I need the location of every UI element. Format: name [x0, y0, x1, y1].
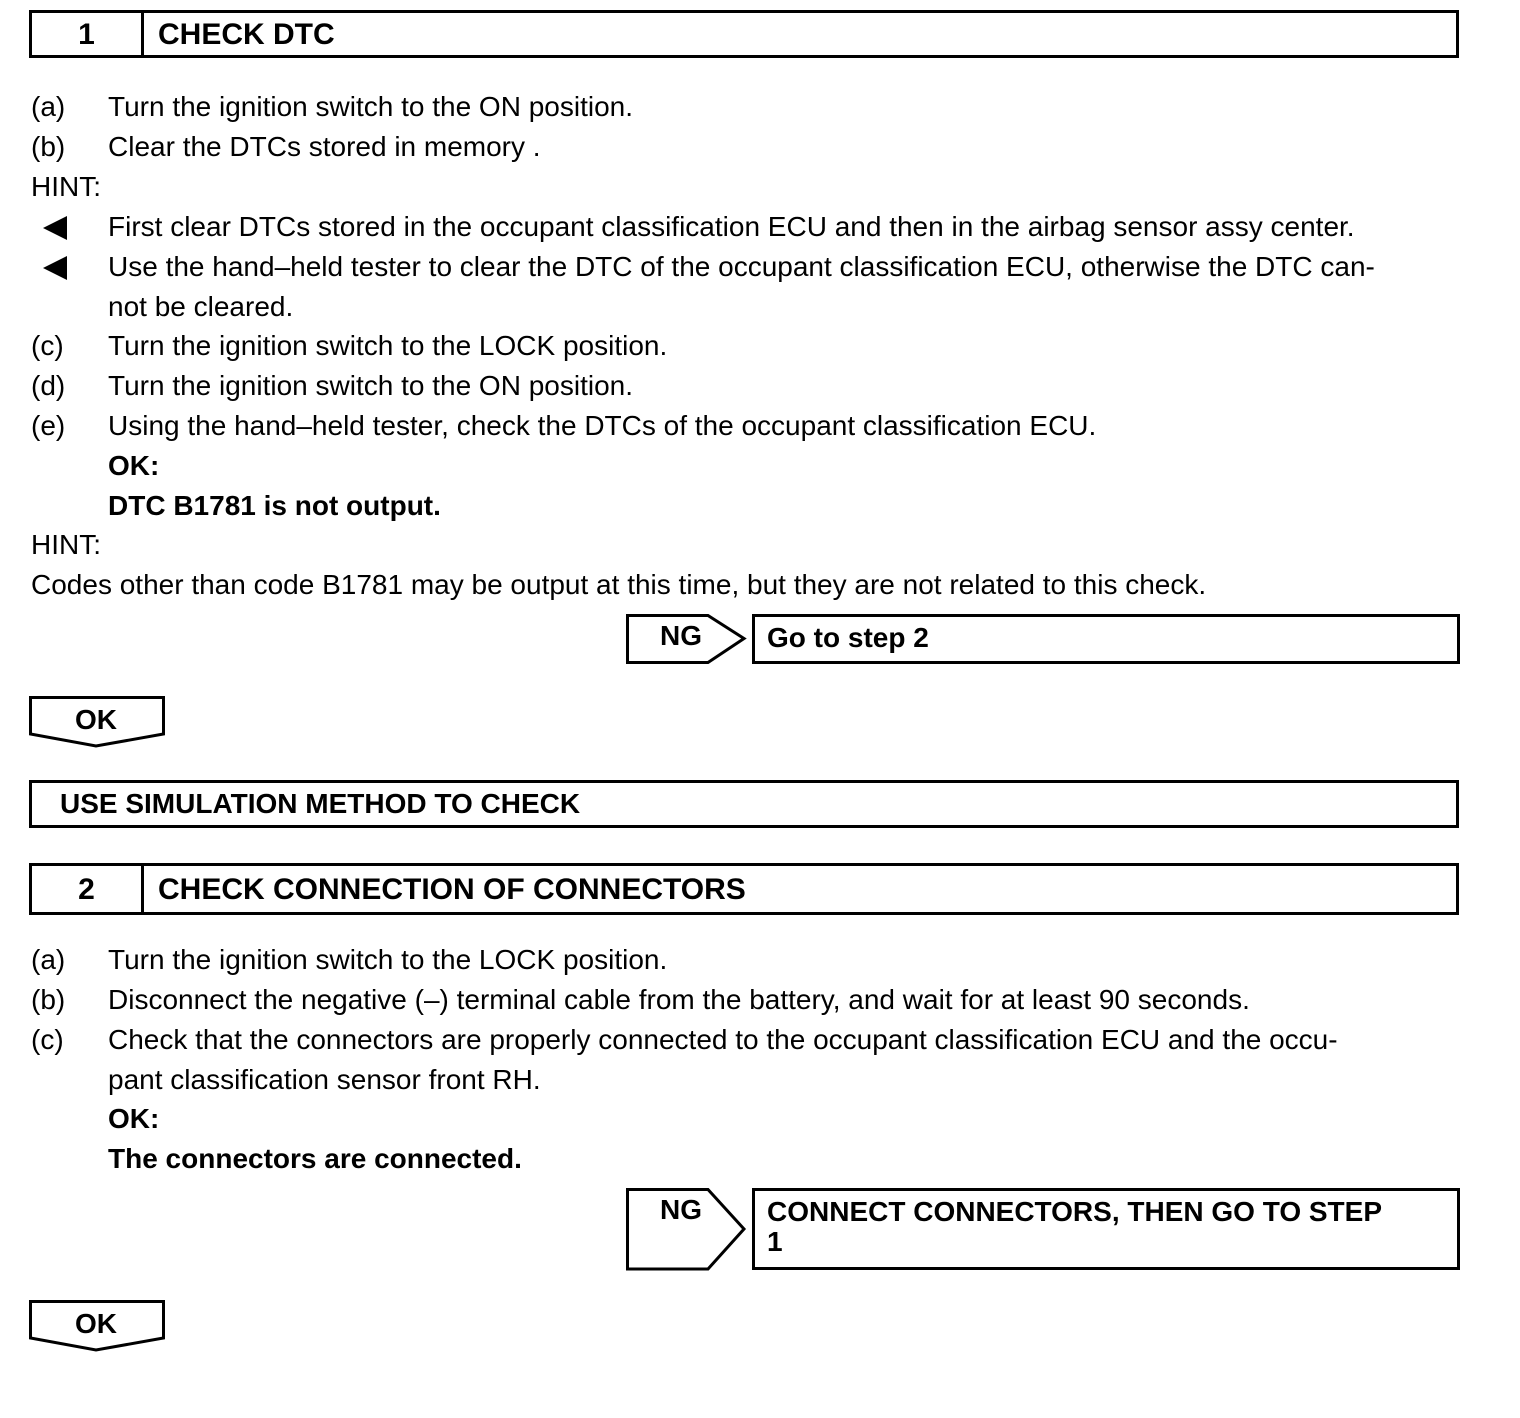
step-1-ng-result: Go to step 2 [752, 614, 1460, 664]
step-1-item-e-label: (e) [31, 410, 66, 441]
step-1-item-e-text: Using the hand–held tester, check the DTCs of the occupant classification ECU. [108, 410, 1097, 441]
step-1-ok-criteria: DTC B1781 is not output. [108, 490, 441, 521]
step-2-item-c-line-1: Check that the connectors are properly connected to the occupant classification ECU and the occu- [108, 1024, 1338, 1055]
step-1-hint-bullet-2-line-2: not be cleared. [108, 291, 294, 322]
step-1-header [29, 10, 1459, 58]
step-2-item-c-label: (c) [31, 1024, 64, 1055]
step-1-ok-label: OK: [108, 450, 160, 481]
step-2-item-b-text: Disconnect the negative (–) terminal cable from the battery, and wait for at least 90 seconds. [108, 984, 1250, 1015]
step-2-ok-arrow-label: OK [75, 1308, 117, 1339]
step-1-hint-2-label: HINT: [31, 529, 101, 560]
step-1-title: CHECK DTC [158, 18, 335, 51]
step-2-item-a-label: (a) [31, 944, 66, 975]
step-1-item-b-label: (b) [31, 131, 66, 162]
step-1-item-d-text: Turn the ignition switch to the ON position. [108, 370, 633, 401]
step-2-title: CHECK CONNECTION OF CONNECTORS [158, 873, 746, 906]
step-2-item-c-line-2: pant classification sensor front RH. [108, 1064, 541, 1095]
step-1-hint-2-text: Codes other than code B1781 may be output at this time, but they are not related to this check. [31, 569, 1207, 600]
step-1-item-d-label: (d) [31, 370, 66, 401]
triangle-bullet-icon [43, 216, 67, 240]
step-1-hint-label: HINT: [31, 171, 101, 202]
step-2-ng-result-line-1: CONNECT CONNECTORS, THEN GO TO STEP [767, 1196, 1383, 1227]
step-2-ng-result [752, 1188, 1460, 1270]
step-1-item-c-text: Turn the ignition switch to the LOCK position. [108, 330, 668, 361]
step-1-item-a-label: (a) [31, 91, 66, 122]
step-1-item-b-text: Clear the DTCs stored in memory . [108, 131, 541, 162]
step-1-hint-bullet-2-line-1: Use the hand–held tester to clear the DTC of the occupant classification ECU, otherwise the DTC can- [108, 251, 1375, 282]
step-2-ok-criteria: The connectors are connected. [108, 1143, 522, 1174]
step-1-hint-bullet-1: First clear DTCs stored in the occupant classification ECU and then in the airbag sensor assy center. [108, 211, 1355, 242]
step-2-header [29, 863, 1459, 915]
step-2-item-b-label: (b) [31, 984, 66, 1015]
step-1-item-a-text: Turn the ignition switch to the ON position. [108, 91, 633, 122]
step-1-ng-label: NG [660, 620, 702, 651]
step-2-ng-result-line-2: 1 [767, 1226, 783, 1257]
step-2-ok-label: OK: [108, 1103, 160, 1134]
step-2-number: 2 [32, 866, 144, 912]
simulation-method-box: USE SIMULATION METHOD TO CHECK [29, 780, 1459, 828]
step-1-ok-arrow-label: OK [75, 704, 117, 735]
step-2-ng-label: NG [660, 1194, 702, 1225]
step-2-item-a-text: Turn the ignition switch to the LOCK position. [108, 944, 668, 975]
triangle-bullet-icon [43, 256, 67, 280]
step-1-item-c-label: (c) [31, 330, 64, 361]
step-1-number: 1 [32, 13, 144, 55]
